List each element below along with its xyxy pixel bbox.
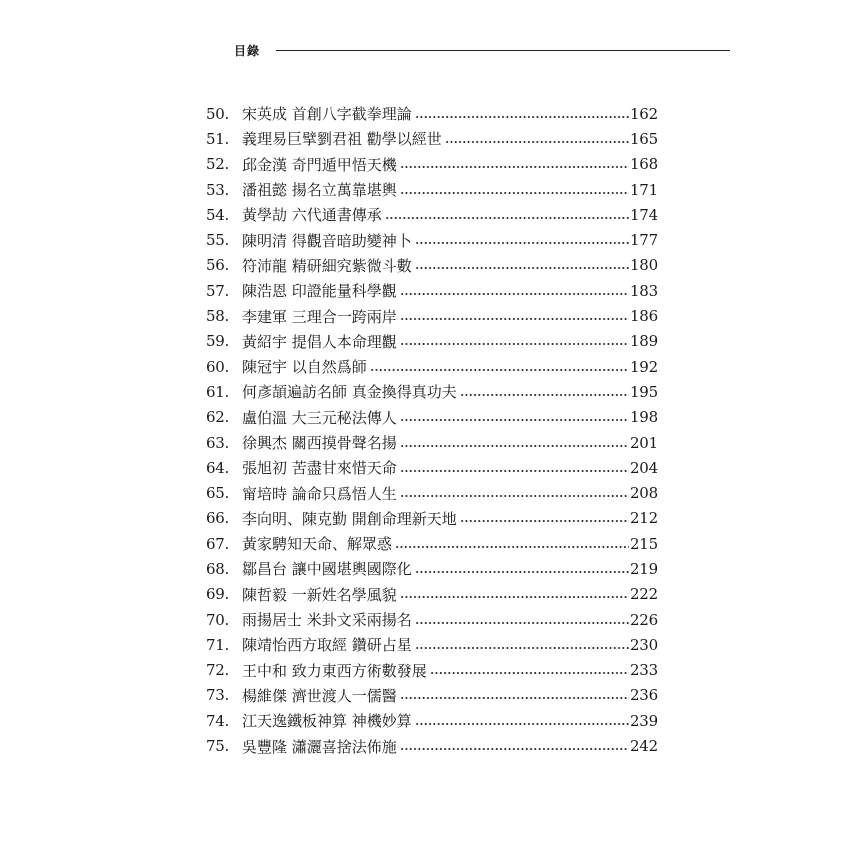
- dot-leader: [400, 470, 629, 472]
- dot-leader: [400, 192, 629, 194]
- dot-leader: [385, 217, 629, 219]
- entry-title: 鄒昌台 讓中國堪輿國際化: [242, 560, 412, 579]
- toc-entry: [206, 101, 658, 126]
- toc-entry: [206, 632, 658, 657]
- dot-leader: [395, 546, 629, 548]
- entry-number: 52.: [206, 155, 229, 174]
- toc-entry: [206, 253, 658, 278]
- entry-page-number: 192: [629, 357, 658, 376]
- page-header: [234, 40, 730, 60]
- toc-entry: [206, 531, 658, 556]
- entry-number: 54.: [206, 205, 229, 224]
- entry-title: 陳浩恩 印證能量科學觀: [242, 282, 397, 301]
- entry-title: 吳豐隆 瀟灑喜捨法佈施: [242, 737, 397, 756]
- toc-entry: [206, 405, 658, 430]
- entry-page-number: 186: [629, 307, 658, 326]
- toc-entry: [206, 480, 658, 505]
- entry-title: 甯培時 論命只爲悟人生: [242, 484, 397, 503]
- entry-page-number: 201: [629, 433, 658, 452]
- entry-number: 55.: [206, 231, 229, 250]
- toc-entry: [206, 708, 658, 733]
- entry-page-number: 195: [629, 382, 658, 401]
- dot-leader: [400, 419, 629, 421]
- toc-entry: [206, 607, 658, 632]
- entry-number: 57.: [206, 281, 229, 300]
- dot-leader: [415, 116, 629, 118]
- dot-leader: [400, 343, 629, 345]
- entry-number: 58.: [206, 307, 229, 326]
- entry-page-number: 212: [629, 509, 658, 528]
- toc-entry: [206, 126, 658, 151]
- entry-page-number: 219: [629, 559, 658, 578]
- entry-title: 潘祖懿 揚名立萬靠堪輿: [242, 181, 397, 200]
- toc-entry: [206, 227, 658, 252]
- entry-title: 楊維傑 濟世渡人一儒醫: [242, 686, 397, 705]
- entry-number: 75.: [206, 737, 229, 756]
- dot-leader: [415, 242, 629, 244]
- entry-number: 56.: [206, 256, 229, 275]
- entry-page-number: 183: [629, 281, 658, 300]
- toc-entry: [206, 733, 658, 758]
- entry-title: 陳靖怡西方取經 鑽研占星: [242, 636, 412, 655]
- entry-number: 60.: [206, 357, 229, 376]
- entry-page-number: 171: [629, 180, 658, 199]
- toc-entry: [206, 379, 658, 404]
- dot-leader: [415, 267, 629, 269]
- dot-leader: [400, 748, 629, 750]
- entry-number: 67.: [206, 534, 229, 553]
- toc-entry: [206, 354, 658, 379]
- dot-leader: [400, 445, 629, 447]
- dot-leader: [400, 596, 629, 598]
- entry-page-number: 177: [629, 231, 658, 250]
- entry-number: 68.: [206, 559, 229, 578]
- entry-number: 70.: [206, 610, 229, 629]
- entry-title: 陳冠宇 以自然爲師: [242, 358, 367, 377]
- toc-entry: [206, 556, 658, 581]
- dot-leader: [400, 495, 629, 497]
- entry-title: 江天逸鐵板神算 神機妙算: [242, 712, 412, 731]
- entry-page-number: 198: [629, 408, 658, 427]
- entry-page-number: 233: [629, 661, 658, 680]
- dot-leader: [400, 697, 629, 699]
- entry-title: 張旭初 苦盡甘來惜天命: [242, 459, 397, 478]
- entry-number: 53.: [206, 180, 229, 199]
- entry-title: 黃學劼 六代通書傳承: [242, 206, 382, 225]
- entry-page-number: 222: [629, 585, 658, 604]
- entry-page-number: 226: [629, 610, 658, 629]
- entry-number: 71.: [206, 635, 229, 654]
- table-of-contents: [206, 101, 658, 759]
- toc-entry: [206, 430, 658, 455]
- dot-leader: [400, 293, 629, 295]
- toc-entry: [206, 683, 658, 708]
- dot-leader: [460, 520, 629, 522]
- entry-page-number: 168: [629, 155, 658, 174]
- toc-entry: [206, 582, 658, 607]
- entry-number: 61.: [206, 382, 229, 401]
- entry-title: 陳哲毅 一新姓名學風貌: [242, 585, 397, 604]
- entry-number: 65.: [206, 484, 229, 503]
- entry-page-number: 174: [629, 205, 658, 224]
- toc-entry: [206, 152, 658, 177]
- entry-number: 69.: [206, 585, 229, 604]
- header-title: 目錄: [234, 43, 261, 58]
- entry-page-number: 239: [629, 711, 658, 730]
- dot-leader: [400, 318, 629, 320]
- entry-number: 63.: [206, 433, 229, 452]
- dot-leader: [445, 141, 629, 143]
- entry-page-number: 215: [629, 534, 658, 553]
- toc-entry: [206, 202, 658, 227]
- entry-number: 59.: [206, 332, 229, 351]
- entry-number: 62.: [206, 408, 229, 427]
- header-rule: [276, 50, 730, 51]
- entry-number: 74.: [206, 711, 229, 730]
- entry-page-number: 204: [629, 458, 658, 477]
- entry-title: 義理易巨擘劉君祖 勸學以經世: [242, 130, 442, 149]
- toc-entry: [206, 455, 658, 480]
- toc-entry: [206, 303, 658, 328]
- entry-title: 盧伯溫 大三元秘法傳人: [242, 408, 397, 427]
- toc-entry: [206, 177, 658, 202]
- toc-entry: [206, 658, 658, 683]
- entry-title: 黃紹宇 提倡人本命理觀: [242, 332, 397, 351]
- entry-title: 雨揚居士 米卦文采兩揚名: [242, 611, 412, 630]
- entry-title: 陳明清 得觀音暗助變神卜: [242, 231, 412, 250]
- entry-page-number: 189: [629, 332, 658, 351]
- entry-title: 李建軍 三理合一跨兩岸: [242, 307, 397, 326]
- entry-page-number: 242: [629, 737, 658, 756]
- entry-number: 50.: [206, 104, 229, 123]
- entry-title: 符沛龍 精研細究紫微斗數: [242, 256, 412, 275]
- entry-number: 64.: [206, 458, 229, 477]
- dot-leader: [415, 571, 629, 573]
- entry-title: 黃家騁知天命、解眾惑: [242, 535, 393, 554]
- toc-entry: [206, 329, 658, 354]
- entry-title: 宋英成 首創八字截拳理論: [242, 105, 412, 124]
- entry-page-number: 230: [629, 635, 658, 654]
- dot-leader: [430, 672, 629, 674]
- entry-number: 72.: [206, 661, 229, 680]
- entry-page-number: 165: [629, 129, 658, 148]
- dot-leader: [400, 166, 629, 168]
- toc-entry: [206, 278, 658, 303]
- entry-number: 73.: [206, 686, 229, 705]
- entry-page-number: 236: [629, 686, 658, 705]
- entry-page-number: 208: [629, 484, 658, 503]
- entry-title: 李向明、陳克勤 開創命理新天地: [242, 509, 457, 528]
- dot-leader: [370, 369, 629, 371]
- entry-page-number: 162: [629, 104, 658, 123]
- dot-leader: [415, 723, 629, 725]
- entry-title: 徐興杰 關西摸骨聲名揚: [242, 434, 397, 452]
- entry-title: 何彥頡遍訪名師 真金換得真功夫: [242, 383, 457, 402]
- dot-leader: [415, 647, 629, 649]
- dot-leader: [415, 622, 629, 624]
- entry-title: 邱金漢 奇門遁甲悟天機: [242, 155, 397, 174]
- entry-number: 51.: [206, 129, 229, 148]
- dot-leader: [460, 394, 629, 396]
- entry-page-number: 180: [629, 256, 658, 275]
- toc-entry: [206, 506, 658, 531]
- entry-title: 王中和 致力東西方術數發展: [242, 661, 427, 680]
- entry-number: 66.: [206, 509, 229, 528]
